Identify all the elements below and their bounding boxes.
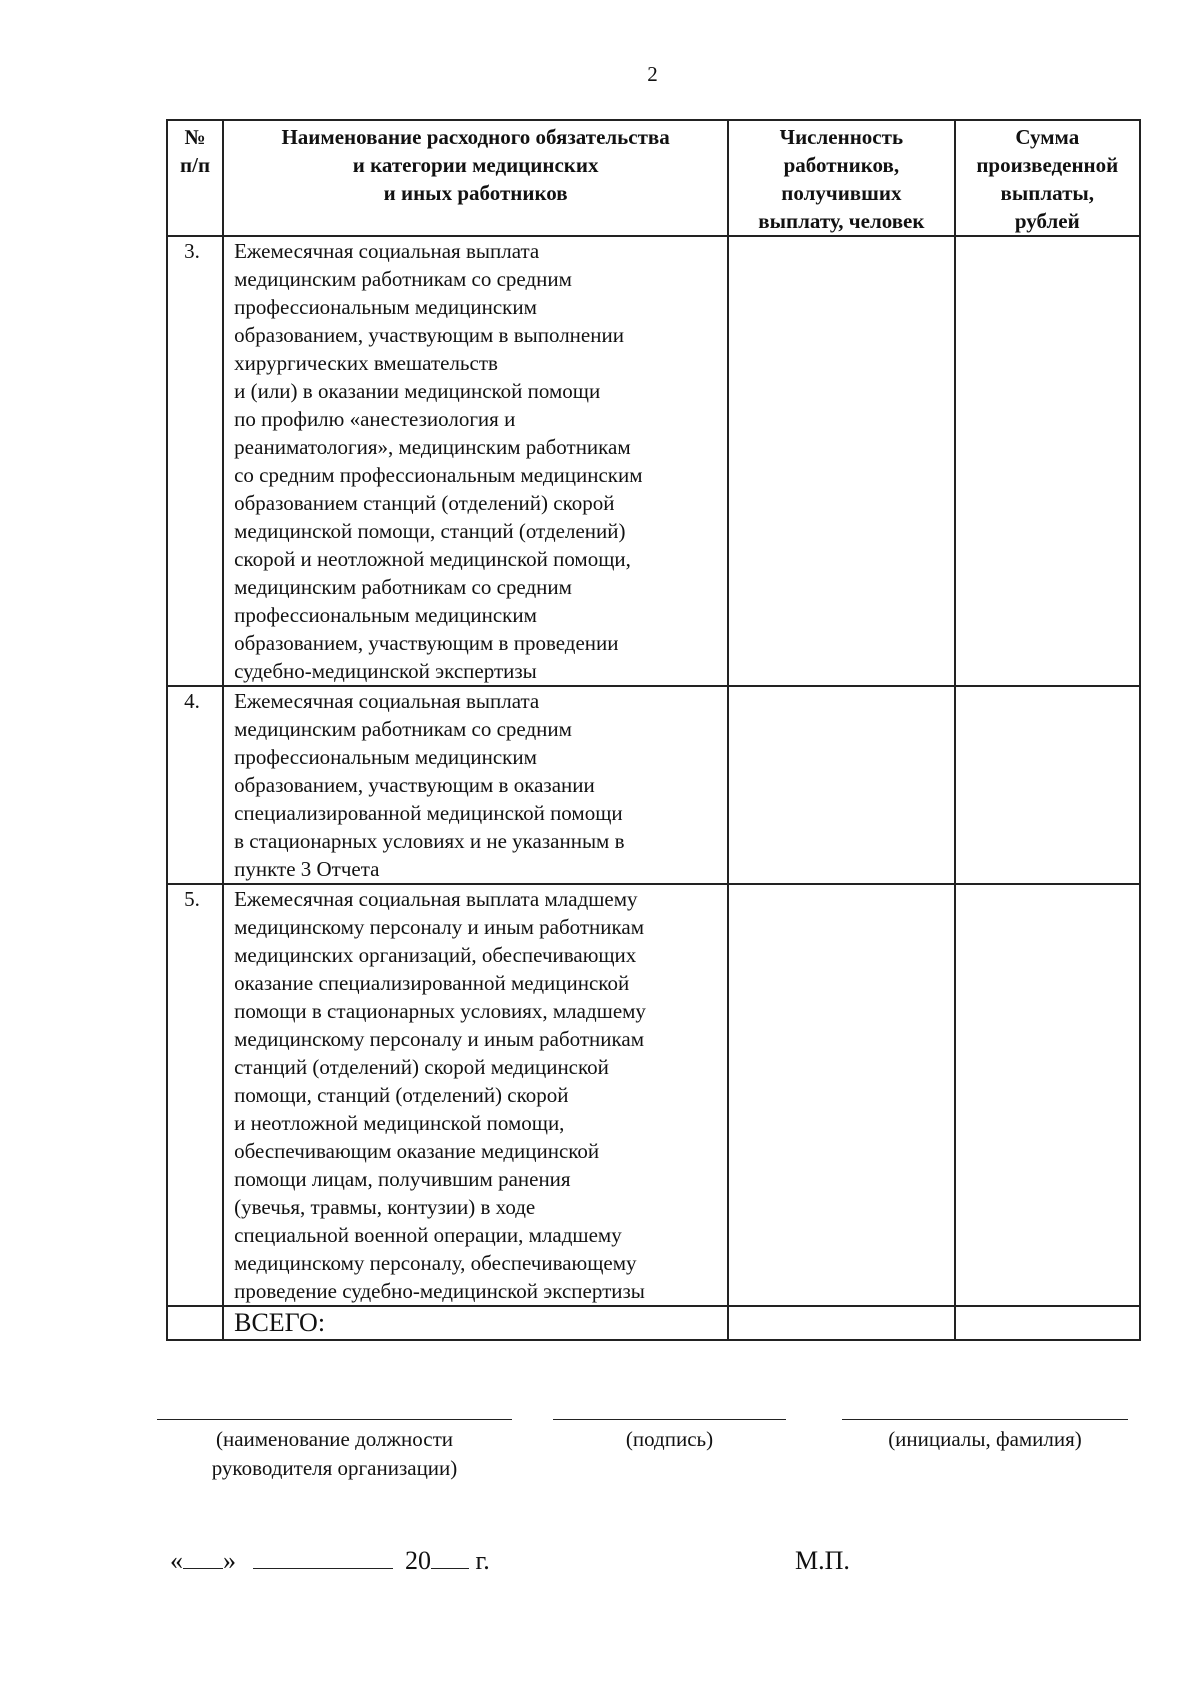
description-line: Ежемесячная социальная выплата (234, 239, 540, 263)
description-line: судебно-медицинской экспертизы (234, 659, 537, 683)
description-line: медицинскому персоналу, обеспечивающему (234, 1251, 637, 1275)
description-line: по профилю «анестезиология и (234, 407, 516, 431)
description-line: профессиональным медицинским (234, 295, 537, 319)
row-sum-cell[interactable] (955, 686, 1140, 884)
position-caption-line: (наименование должности (215, 1427, 454, 1451)
header-count (728, 120, 954, 236)
row-number: 4. (167, 686, 223, 884)
description-line: образованием, участвующим в оказании (234, 773, 595, 797)
header-name-line: и иных работников (383, 181, 568, 205)
description-line: помощи, станций (отделений) скорой (234, 1083, 569, 1107)
year-blank[interactable] (431, 1548, 469, 1569)
total-sum-cell[interactable] (955, 1306, 1140, 1340)
table-header-row (167, 120, 1140, 236)
header-name-line: и категории медицинских (352, 153, 599, 177)
row-sum-cell[interactable] (955, 236, 1140, 686)
report-table (166, 119, 1141, 1341)
description-line: пункте 3 Отчета (234, 857, 380, 881)
description-line: (увечья, травмы, контузии) в ходе (234, 1195, 536, 1219)
header-count-line: выплату, человек (758, 209, 925, 233)
description-line: специальной военной операции, младшему (234, 1223, 622, 1247)
date-year-prefix: 20 (405, 1546, 431, 1575)
description-line: обеспечивающим оказание медицинской (234, 1139, 600, 1163)
date-close-quote: » (223, 1546, 236, 1575)
position-caption (157, 1425, 512, 1483)
table-body (167, 236, 1140, 1306)
position-caption-line: руководителя организации) (211, 1456, 458, 1480)
month-blank[interactable] (253, 1548, 393, 1569)
stamp-mark: М.П. (795, 1546, 850, 1575)
header-name-line: Наименование расходного обязательства (281, 125, 670, 149)
date-line (170, 1546, 490, 1576)
description-line: медицинским работникам со средним (234, 717, 572, 741)
description-line: медицинским работникам со средним (234, 575, 572, 599)
name-caption: (инициалы, фамилия) (888, 1427, 1082, 1451)
name-signature-line[interactable] (842, 1419, 1128, 1420)
total-count-cell[interactable] (728, 1306, 954, 1340)
total-row (167, 1306, 1140, 1340)
table-row (167, 236, 1140, 686)
header-sum (955, 120, 1140, 236)
description-line: станций (отделений) скорой медицинской (234, 1055, 609, 1079)
row-sum-cell[interactable] (955, 884, 1140, 1306)
header-sum-line: выплаты, (1000, 181, 1095, 205)
header-count-line: работников, (783, 153, 900, 177)
row-number: 3. (167, 236, 223, 686)
position-signature-line[interactable] (157, 1419, 512, 1420)
description-line: и (или) в оказании медицинской помощи (234, 379, 601, 403)
row-description (223, 686, 728, 884)
description-line: медицинским работникам со средним (234, 267, 572, 291)
header-num-line: п/п (180, 153, 211, 177)
description-line: профессиональным медицинским (234, 745, 537, 769)
description-line: со средним профессиональным медицинским (234, 463, 643, 487)
description-line: помощи в стационарных условиях, младшему (234, 999, 646, 1023)
table-row (167, 884, 1140, 1306)
table-row (167, 686, 1140, 884)
description-line: реаниматология», медицинским работникам (234, 435, 631, 459)
description-line: Ежемесячная социальная выплата младшему (234, 887, 638, 911)
total-label: ВСЕГО: (223, 1306, 728, 1340)
description-line: медицинскому персоналу и иным работникам (234, 915, 645, 939)
signature-caption: (подпись) (625, 1427, 714, 1451)
row-count-cell[interactable] (728, 686, 954, 884)
header-name (223, 120, 728, 236)
description-line: образованием станций (отделений) скорой (234, 491, 615, 515)
description-line: медицинских организаций, обеспечивающих (234, 943, 637, 967)
row-description (223, 884, 728, 1306)
description-line: и неотложной медицинской помощи, (234, 1111, 565, 1135)
header-num (167, 120, 223, 236)
row-description (223, 236, 728, 686)
description-line: проведение судебно-медицинской экспертизы (234, 1279, 645, 1303)
header-sum-line: произведенной (976, 153, 1119, 177)
page-number: 2 (647, 62, 658, 86)
description-line: медицинскому персоналу и иным работникам (234, 1027, 645, 1051)
description-line: скорой и неотложной медицинской помощи, (234, 547, 631, 571)
header-count-line: Численность (779, 125, 904, 149)
description-line: образованием, участвующим в проведении (234, 631, 619, 655)
row-count-cell[interactable] (728, 884, 954, 1306)
description-line: в стационарных условиях и не указанным в (234, 829, 625, 853)
description-line: образованием, участвующим в выполнении (234, 323, 624, 347)
total-num-cell (167, 1306, 223, 1340)
description-line: специализированной медицинской помощи (234, 801, 623, 825)
header-count-line: получивших (781, 181, 902, 205)
header-sum-line: Сумма (1015, 125, 1080, 149)
description-line: помощи лицам, получившим ранения (234, 1167, 571, 1191)
row-count-cell[interactable] (728, 236, 954, 686)
description-line: оказание специализированной медицинской (234, 971, 630, 995)
description-line: хирургических вмешательств (234, 351, 498, 375)
header-num-line: № (184, 125, 206, 149)
signature-line[interactable] (553, 1419, 786, 1420)
description-line: профессиональным медицинским (234, 603, 537, 627)
date-year-suffix: г. (475, 1546, 490, 1575)
description-line: медицинской помощи, станций (отделений) (234, 519, 626, 543)
date-open-quote: « (170, 1546, 183, 1575)
description-line: Ежемесячная социальная выплата (234, 689, 540, 713)
day-blank[interactable] (183, 1548, 223, 1569)
row-number: 5. (167, 884, 223, 1306)
header-sum-line: рублей (1014, 209, 1080, 233)
